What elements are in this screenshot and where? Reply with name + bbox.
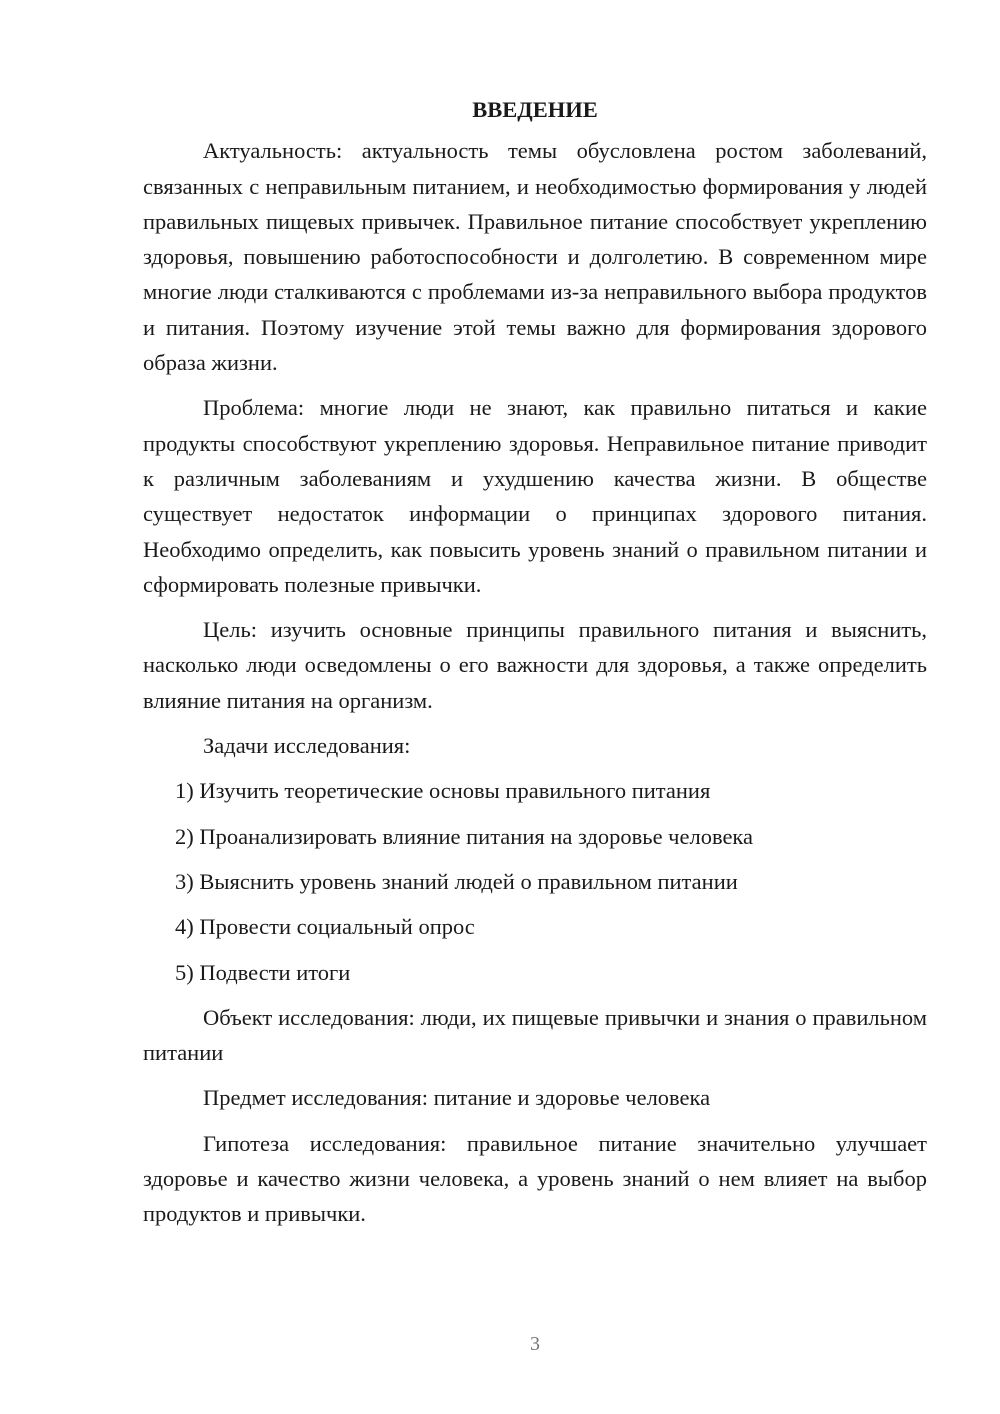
task-item: 1) Изучить теоретические основы правильного питания <box>175 778 711 804</box>
object-paragraph: Объект исследования: люди, их пищевые привычки и знания о правильном питании <box>143 1004 927 1066</box>
page-title: ВВЕДЕНИЕ <box>472 97 598 122</box>
task-item: 3) Выяснить уровень знаний людей о правильном питании <box>175 868 738 894</box>
relevance-paragraph: Актуальность: актуальность темы обусловлена ростом заболеваний, связанных с неправильным питанием, и необходимостью формирования у людей правильных пищевых привычек. Правильное питание способствует укреплению здоровья, повышению работоспособности и долголетию. В современном мире многие люди сталкиваются с проблемами из-за неправильного выбора продуктов и питания. Поэтому изучение этой темы важно для формирования здорового образа жизни. <box>143 138 927 376</box>
page-number: 3 <box>530 1333 540 1355</box>
goal-paragraph: Цель: изучить основные принципы правильного питания и выяснить, насколько люди осведомлены о его важности для здоровья, а также определить влияние питания на организм. <box>143 617 927 713</box>
page-content <box>143 92 927 1242</box>
tasks-heading: Задачи исследования: <box>203 733 411 759</box>
subject-paragraph: Предмет исследования: питание и здоровье человека <box>203 1085 711 1111</box>
hypothesis-paragraph: Гипотеза исследования: правильное питание значительно улучшает здоровье и качество жизни человека, а уровень знаний о нем влияет на выбор продуктов и привычки. <box>143 1130 927 1227</box>
task-item: 2) Проанализировать влияние питания на здоровье человека <box>175 823 754 849</box>
task-list <box>143 773 927 989</box>
task-item: 4) Провести социальный опрос <box>175 914 475 940</box>
problem-paragraph: Проблема: многие люди не знают, как правильно питаться и какие продукты способствуют укреплению здоровья. Неправильное питание приводит к различным заболеваниям и ухудшению качества жизни. В обществе существует недостаток информации о принципах здорового питания. Необходимо определить, как повысить уровень знаний о правильном питании и сформировать полезные привычки. <box>143 395 927 597</box>
task-item: 5) Подвести итоги <box>175 959 351 985</box>
